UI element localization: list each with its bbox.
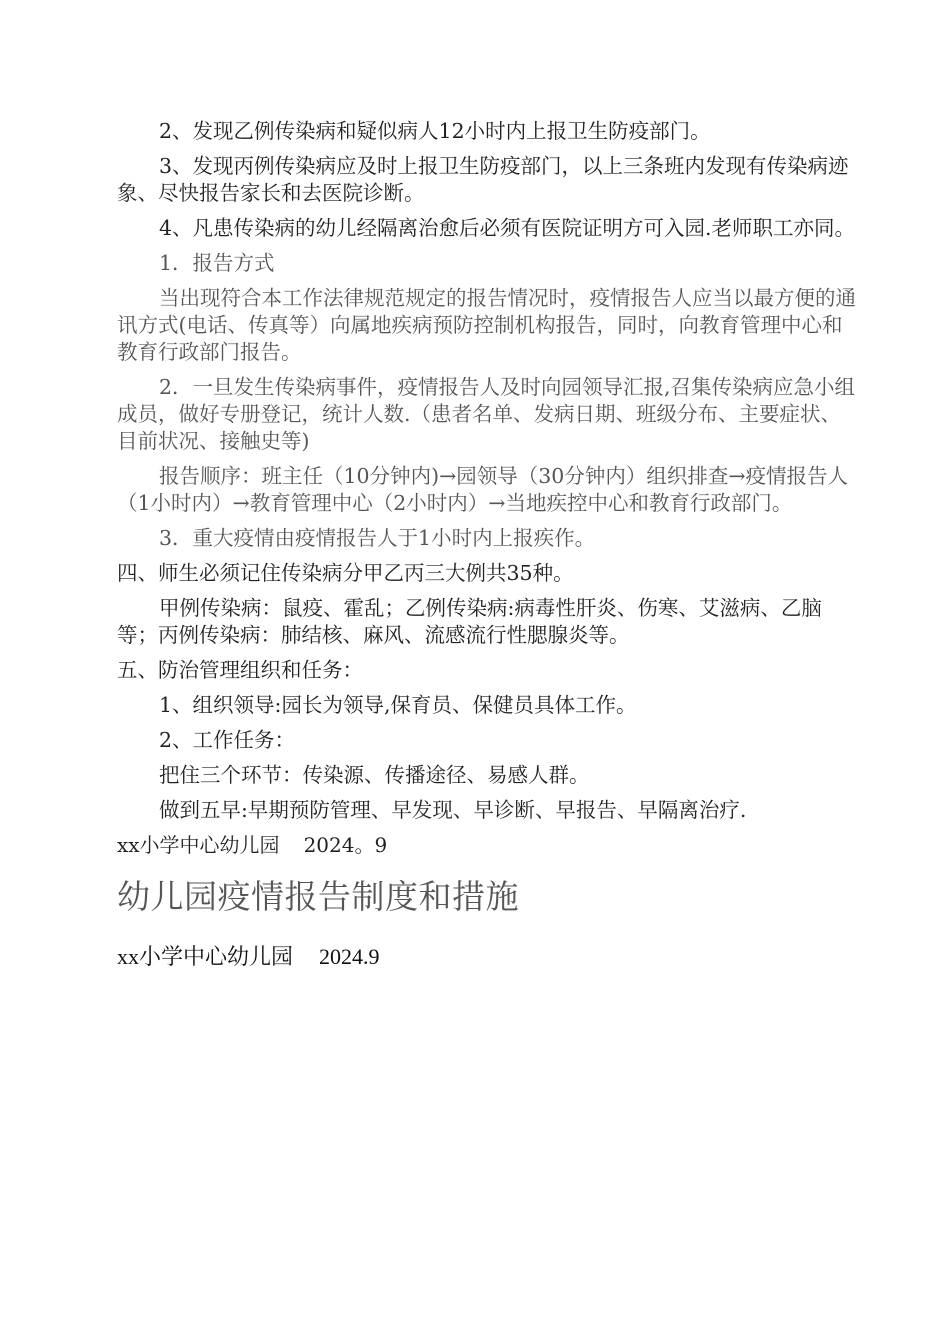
signature-line-2 (117, 943, 857, 971)
paragraph: 3．重大疫情由疫情报告人于1小时内上报疾作。 (159, 526, 596, 550)
paragraph: 把住三个环节：传染源、传播途径、易感人群。 (159, 763, 590, 787)
document-body (117, 118, 857, 971)
paragraph: 当出现符合本工作法律规范规定的报告情况时，疫情报告人应当以最方便的通讯方式(电话、传真等）向属地疾病预防控制机构报告，同时，向教育管理中心和教育行政部门报告。 (117, 286, 856, 364)
signature-org: xx小学中心幼儿园 (117, 833, 280, 857)
signature-line-1 (117, 832, 857, 859)
paragraph: 1．报告方式 (159, 251, 275, 275)
paragraph: 四、师生必须记住传染病分甲乙丙三大例共35种。 (117, 561, 574, 585)
signature-org: xx小学中心幼儿园 (117, 944, 294, 969)
paragraph: 五、防治管理组织和任务： (117, 658, 363, 682)
paragraph: 2．一旦发生传染病事件，疫情报告人及时向园领导汇报,召集传染病应急小组成员，做好专册登记，统计人数.（患者名单、发病日期、班级分布、主要症状、目前状况、接触史等) (117, 375, 856, 453)
paragraph: 2、工作任务： (159, 728, 296, 752)
document-title: 幼儿园疫情报告制度和措施 (117, 877, 519, 916)
paragraph: 做到五早:早期预防管理、早发现、早诊断、早报告、早隔离治疗. (159, 798, 747, 822)
paragraph: 2、发现乙例传染病和疑似病人12小时内上报卫生防疫部门。 (159, 119, 711, 143)
signature-date: 2024.9 (319, 944, 380, 969)
paragraph: 1、组织领导:园长为领导,保育员、保健员具体工作。 (159, 693, 637, 717)
paragraph: 4、凡患传染病的幼儿经隔离治愈后必须有医院证明方可入园.老师职工亦同。 (159, 216, 856, 240)
paragraph-list (117, 118, 857, 824)
paragraph: 甲例传染病：鼠疫、霍乱；乙例传染病:病毒性肝炎、伤寒、艾滋病、乙脑等；丙例传染病：肺结核、麻风、流感流行性腮腺炎等。 (117, 596, 822, 647)
signature-date: 2024。9 (303, 833, 388, 857)
paragraph: 报告顺序：班主任（10分钟内)→园领导（30分钟内）组织排查→疫情报告人（1小时内）→教育管理中心（2小时内）→当地疾控中心和教育行政部门。 (117, 464, 849, 515)
paragraph: 3、发现丙例传染病应及时上报卫生防疫部门，以上三条班内发现有传染病迹象、尽快报告家长和去医院诊断。 (117, 154, 849, 205)
